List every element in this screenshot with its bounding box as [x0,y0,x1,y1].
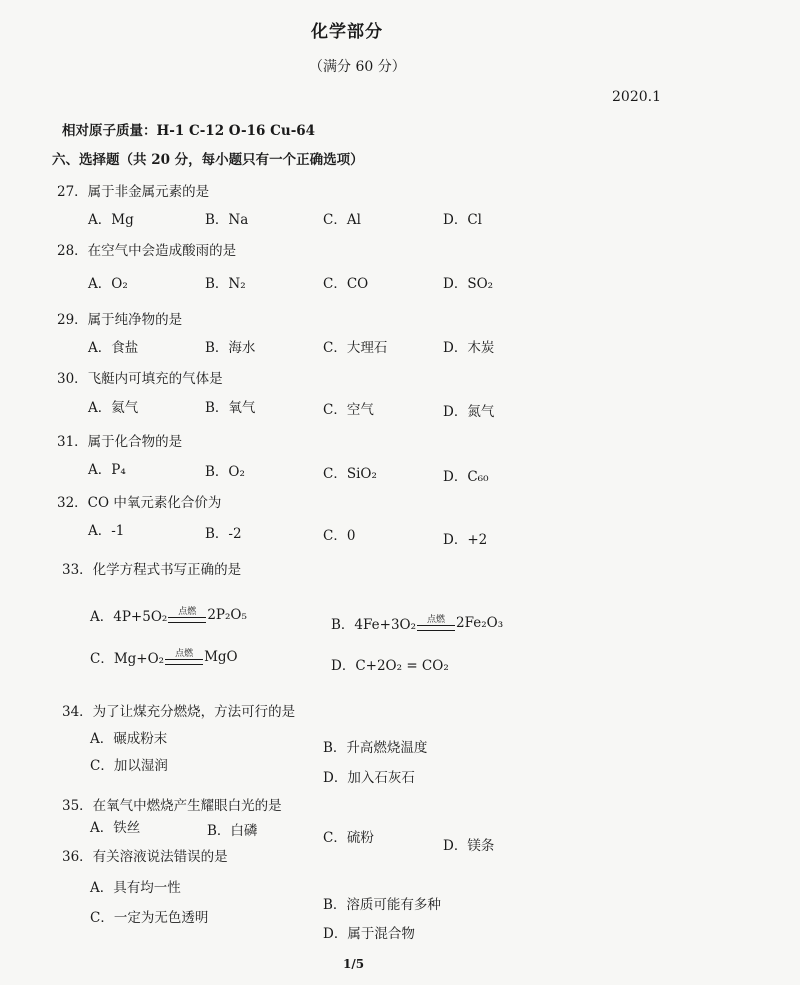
question-36-option-d: D．属于混合物 [323,926,415,942]
question-29-option-c: C．大理石 [323,340,388,356]
page-title: 化学部分 [311,22,383,42]
question-27-stem: 27．属于非金属元素的是 [57,184,210,200]
question-31-option-b: B．O₂ [205,464,245,480]
question-28-option-a: A．O₂ [88,276,128,292]
question-30-option-a: A．氦气 [88,400,139,416]
question-27-option-d: D．Cl [443,212,482,228]
question-29-option-a: A．食盐 [88,340,139,356]
question-33-option-c [90,647,238,667]
question-27-option-c: C．Al [323,212,361,228]
reaction-condition: 点燃 [175,648,194,659]
question-30-option-b: B．氧气 [205,400,256,416]
question-34-option-c: C．加以湿润 [90,758,168,774]
question-31-option-c: C．SiO₂ [323,466,377,482]
equals-arrow [165,650,203,665]
exam-date: 2020.1 [612,89,661,105]
equation-b-reactants: B．4Fe+3O₂ [331,617,417,633]
equation-a-product: 2P₂O₅ [207,607,247,623]
question-36-option-a: A．具有均一性 [90,880,181,896]
question-29-stem: 29．属于纯净物的是 [57,312,183,328]
question-29-option-b: B．海水 [205,340,256,356]
question-32-option-c: C．0 [323,528,356,544]
question-34-stem: 34．为了让煤充分燃烧，方法可行的是 [62,704,296,720]
reaction-condition: 点燃 [427,614,446,625]
question-31-option-d: D．C₆₀ [443,469,489,485]
question-30-option-c: C．空气 [323,402,374,418]
question-35-option-d: D．镁条 [443,838,495,854]
question-35-option-b: B．白磷 [207,823,258,839]
question-28-stem: 28．在空气中会造成酸雨的是 [57,243,237,259]
question-33-option-d: D．C+2O₂ = CO₂ [331,658,449,674]
question-36-option-b: B．溶质可能有多种 [323,897,441,913]
score-note: （满分 60 分） [309,59,406,75]
equation-c-reactants: C．Mg+O₂ [90,651,165,667]
equation-c-product: MgO [204,649,238,665]
reaction-condition: 点燃 [178,606,197,617]
question-32-stem: 32．CO 中氧元素化合价为 [57,495,222,511]
question-30-stem: 30．飞艇内可填充的气体是 [57,371,223,387]
question-35-stem: 35．在氧气中燃烧产生耀眼白光的是 [62,798,282,814]
question-31-option-a: A．P₄ [88,462,126,478]
equation-b-product: 2Fe₂O₃ [456,615,504,631]
page-number: 1/5 [343,957,365,971]
section-heading: 六、选择题（共 20 分，每小题只有一个正确选项） [52,152,364,168]
question-30-option-d: D．氮气 [443,404,495,420]
question-27-option-a: A．Mg [88,212,134,228]
question-28-option-c: C．CO [323,276,369,292]
question-29-option-d: D．木炭 [443,340,495,356]
question-32-option-a: A．-1 [88,523,125,539]
question-33-option-a [90,605,247,625]
equals-arrow [168,608,206,623]
question-31-stem: 31．属于化合物的是 [57,434,183,450]
equation-a-reactants: A．4P+5O₂ [90,609,168,625]
question-32-option-b: B．-2 [205,526,242,542]
question-32-option-d: D．+2 [443,532,488,548]
question-33-option-b [331,613,503,633]
question-28-option-d: D．SO₂ [443,276,494,292]
question-35-option-a: A．铁丝 [90,820,141,836]
question-34-option-b: B．升高燃烧温度 [323,740,428,756]
question-36-stem: 36．有关溶液说法错误的是 [62,849,228,865]
question-35-option-c: C．硫粉 [323,830,374,846]
question-28-option-b: B．N₂ [205,276,246,292]
question-34-option-a: A．碾成粉末 [90,731,168,747]
atomic-masses: 相对原子质量：H-1 C-12 O-16 Cu-64 [62,123,316,139]
question-27-option-b: B．Na [205,212,249,228]
question-33-stem: 33．化学方程式书写正确的是 [62,562,242,578]
question-36-option-c: C．一定为无色透明 [90,910,209,926]
question-34-option-d: D．加入石灰石 [323,770,415,786]
equals-arrow [417,616,455,631]
